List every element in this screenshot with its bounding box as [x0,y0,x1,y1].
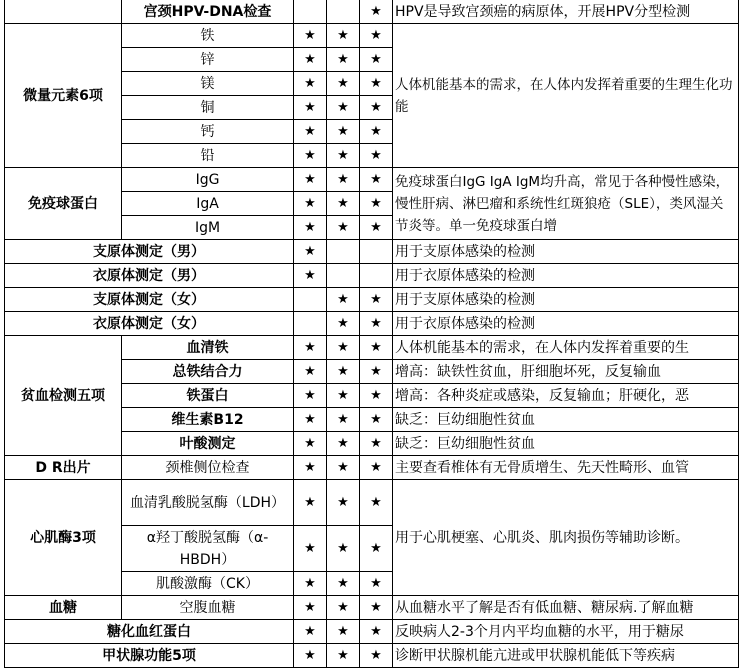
item-name: IgG [122,168,294,192]
star-mark: ★ [327,24,360,48]
star-mark: ★ [360,24,393,48]
table-row [5,336,739,360]
star-mark: ★ [327,526,360,572]
star-mark: ★ [327,48,360,72]
star-mark: ★ [294,24,327,48]
table-row [5,168,739,192]
table-row [5,24,739,48]
table-row [5,620,739,644]
star-mark: ★ [294,72,327,96]
star-mark: ★ [294,408,327,432]
star-mark: ★ [327,72,360,96]
star-mark: ★ [360,48,393,72]
star-mark: ★ [327,596,360,620]
item-name: 叶酸测定 [122,432,294,456]
star-mark: ★ [327,644,360,668]
item-desc: 用于衣原体感染的检测 [393,264,739,288]
item-desc: 增高：各种炎症或感染，反复输血；肝硬化，恶 [393,384,739,408]
star-mark: ★ [327,96,360,120]
star-mark: ★ [327,288,360,312]
star-mark: ★ [327,456,360,480]
item-desc: 用于支原体感染的检测 [393,240,739,264]
star-mark: ★ [294,336,327,360]
table-row [5,456,739,480]
star-mark: ★ [294,48,327,72]
table-row [5,264,739,288]
item-name: 铁蛋白 [122,384,294,408]
star-mark: ★ [294,192,327,216]
item-name: 总铁结合力 [122,360,294,384]
item-desc: 用于支原体感染的检测 [393,288,739,312]
item-name: 维生素B12 [122,408,294,432]
item-desc: 人体机能基本的需求，在人体内发挥着重要的生 [393,336,739,360]
star-mark: ★ [294,120,327,144]
star-mark: ★ [360,456,393,480]
star-mark: ★ [327,216,360,240]
item-desc: 缺乏：巨幼细胞性贫血 [393,432,739,456]
star-mark: ★ [360,192,393,216]
star-mark: ★ [294,360,327,384]
star-mark: ★ [360,288,393,312]
item-desc: HPV是导致宫颈癌的病原体，开展HPV分型检测 [393,0,739,24]
item-desc: 从血糖水平了解是否有低血糖、糖尿病.了解血糖 [393,596,739,620]
item-name: IgA [122,192,294,216]
star-mark: ★ [360,596,393,620]
star-mark: ★ [294,216,327,240]
star-mark: ★ [360,168,393,192]
star-mark: ★ [327,312,360,336]
item-name: 肌酸激酶（CK） [122,572,294,596]
star-mark: ★ [294,432,327,456]
star-mark: ★ [360,216,393,240]
star-mark: ★ [360,384,393,408]
item-name: 颈椎侧位检查 [122,456,294,480]
group-name: 贫血检测五项 [5,336,122,456]
star-mark: ★ [360,120,393,144]
star-mark: ★ [294,96,327,120]
star-mark: ★ [360,408,393,432]
item-name: 血清乳酸脱氢酶（LDH） [122,480,294,526]
star-mark: ★ [327,572,360,596]
group-name: 心肌酶3项 [5,480,122,596]
star-mark: ★ [360,432,393,456]
item-name: 空腹血糖 [122,596,294,620]
table-row [5,312,739,336]
star-mark: ★ [294,456,327,480]
item-name: 糖化血红蛋白 [5,620,294,644]
star-mark: ★ [327,192,360,216]
checkup-table [4,0,739,668]
star-mark: ★ [294,644,327,668]
star-mark: ★ [360,572,393,596]
item-name: 铁 [122,24,294,48]
group-name: D R出片 [5,456,122,480]
group-name: 免疫球蛋白 [5,168,122,240]
star-mark: ★ [294,620,327,644]
table-row [5,596,739,620]
star-mark: ★ [360,96,393,120]
item-name: α羟丁酸脱氢酶（α-HBDH） [122,526,294,572]
star-mark: ★ [360,72,393,96]
item-desc: 用于衣原体感染的检测 [393,312,739,336]
star-mark: ★ [327,168,360,192]
star-mark: ★ [327,432,360,456]
star-mark: ★ [327,144,360,168]
item-desc: 诊断甲状腺机能亢进或甲状腺机能低下等疾病 [393,644,739,668]
table-row [5,644,739,668]
star-mark: ★ [294,526,327,572]
star-mark: ★ [327,384,360,408]
table-row [5,288,739,312]
item-name: 衣原体测定（女） [5,312,294,336]
star-mark: ★ [294,384,327,408]
table-row [5,240,739,264]
star-mark: ★ [327,360,360,384]
star-mark: ★ [294,480,327,526]
item-name: 铜 [122,96,294,120]
star-mark: ★ [327,620,360,644]
star-mark: ★ [360,620,393,644]
item-desc: 用于心肌梗塞、心肌炎、肌肉损伤等辅助诊断。 [393,480,739,596]
star-mark: ★ [294,168,327,192]
item-desc: 反映病人2-3个月内平均血糖的水平，用于糖尿 [393,620,739,644]
item-desc: 人体机能基本的需求，在人体内发挥着重要的生理生化功能 [393,24,739,168]
item-desc: 免疫球蛋白IgG IgA IgM均升高，常见于各种慢性感染，慢性肝病、淋巴瘤和系统性红斑狼疮（SLE），类风湿关节炎等。单一免疫球蛋白增 [395,173,730,234]
item-desc: 增高：缺铁性贫血，肝细胞坏死，反复输血 [393,360,739,384]
item-name: 宫颈HPV-DNA检查 [122,0,294,24]
item-desc: 主要查看椎体有无骨质增生、先天性畸形、血管 [393,456,739,480]
star-mark: ★ [360,360,393,384]
star-mark: ★ [327,408,360,432]
item-name: 衣原体测定（男） [5,264,294,288]
star-mark: ★ [294,240,327,264]
item-name: IgM [122,216,294,240]
star-mark: ★ [360,526,393,572]
item-desc: 缺乏：巨幼细胞性贫血 [393,408,739,432]
star-mark: ★ [294,264,327,288]
item-name: 锌 [122,48,294,72]
table-row [5,0,739,24]
star-mark: ★ [327,120,360,144]
item-name: 钙 [122,120,294,144]
item-name: 镁 [122,72,294,96]
star-mark: ★ [327,480,360,526]
item-name: 甲状腺功能5项 [5,644,294,668]
table-row [5,480,739,526]
star-mark: ★ [294,596,327,620]
group-name: 微量元素6项 [5,24,122,168]
star-mark: ★ [360,336,393,360]
item-name: 支原体测定（女） [5,288,294,312]
star-mark: ★ [360,144,393,168]
star-mark: ★ [294,572,327,596]
item-name: 血清铁 [122,336,294,360]
star-mark: ★ [327,336,360,360]
star-mark: ★ [294,144,327,168]
group-name: 血糖 [5,596,122,620]
star-mark: ★ [360,312,393,336]
item-name: 支原体测定（男） [5,240,294,264]
star-mark: ★ [360,480,393,526]
star-mark: ★ [360,0,393,24]
item-name: 铅 [122,144,294,168]
star-mark: ★ [360,644,393,668]
